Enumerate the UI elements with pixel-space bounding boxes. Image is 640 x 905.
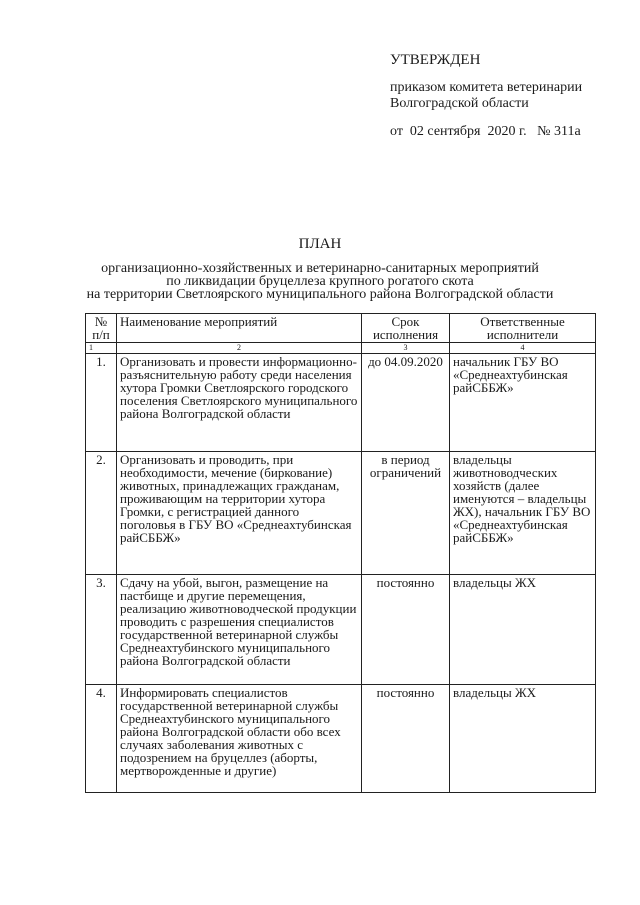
plan-subtitle — [0, 262, 640, 301]
row-term: постоянно — [362, 685, 450, 793]
row-num: 2. — [86, 452, 117, 575]
header-name: Наименование мероприятий — [117, 314, 362, 343]
plan-table — [85, 313, 596, 793]
column-number: 2 — [117, 343, 362, 354]
row-term: до 04.09.2020 — [362, 354, 450, 452]
row-num: 4. — [86, 685, 117, 793]
approval-order — [390, 80, 630, 112]
table-row — [86, 452, 596, 575]
table-row — [86, 685, 596, 793]
approval-date-line: от 02 сентября 2020 г. № 311а — [390, 124, 581, 139]
approval-block — [390, 52, 630, 140]
row-term: постоянно — [362, 575, 450, 685]
row-term: в период ограничений — [362, 452, 450, 575]
column-numbers-row — [86, 343, 596, 354]
approval-heading: УТВЕРЖДЕН — [390, 52, 481, 68]
approval-line-2: Волгоградской области — [390, 96, 529, 111]
row-name: Организовать и проводить, при необходимости, мечение (биркование) животных, принадлежащих гражданам, проживающим на территории хутора Громки, с регистрацией данного поголовья в ГБУ ВО «Среднеахтубинская райСББЖ» — [117, 452, 362, 575]
row-num: 1. — [86, 354, 117, 452]
subtitle-line: организационно-хозяйственных и ветеринарно-санитарных мероприятий — [101, 261, 539, 276]
row-name: Информировать специалистов государственной ветеринарной службы Среднеахтубинского муниципального района Волгоградской области обо всех случаях заболевания животных с подозрением на бруцеллез (аборты, мертворожденные и другие) — [117, 685, 362, 793]
header-term: Срок исполнения — [362, 314, 450, 343]
row-name: Сдачу на убой, выгон, размещение на пастбище и другие перемещения, реализацию животноводческой продукции проводить с разрешения специалистов государственной ветеринарной службы Среднеахтубинского муниципального района Волгоградской области — [117, 575, 362, 685]
table-row — [86, 354, 596, 452]
table-header-row — [86, 314, 596, 343]
header-resp: Ответственные исполнители — [450, 314, 596, 343]
row-num: 3. — [86, 575, 117, 685]
row-resp: владельцы животноводческих хозяйств (далее именуются – владельцы ЖХ), начальник ГБУ ВО «Среднеахтубинская райСББЖ» — [450, 452, 596, 575]
subtitle-line: на территории Светлоярского муниципального района Волгоградской области — [86, 287, 554, 302]
row-resp: владельцы ЖХ — [450, 575, 596, 685]
row-resp: владельцы ЖХ — [450, 685, 596, 793]
table-row — [86, 575, 596, 685]
column-number: 1 — [86, 343, 117, 354]
plan-title: ПЛАН — [298, 236, 342, 252]
row-resp: начальник ГБУ ВО «Среднеахтубинская райСББЖ» — [450, 354, 596, 452]
subtitle-line: по ликвидации бруцеллеза крупного рогатого скота — [166, 274, 474, 289]
header-num: № п/п — [86, 314, 117, 343]
row-name: Организовать и провести информационно-разъяснительную работу среди населения хутора Громки Светлоярского городского поселения Светлоярского муниципального района Волгоградской области — [117, 354, 362, 452]
column-number: 3 — [362, 343, 450, 354]
column-number: 4 — [450, 343, 596, 354]
approval-line-1: приказом комитета ветеринарии — [390, 80, 583, 95]
